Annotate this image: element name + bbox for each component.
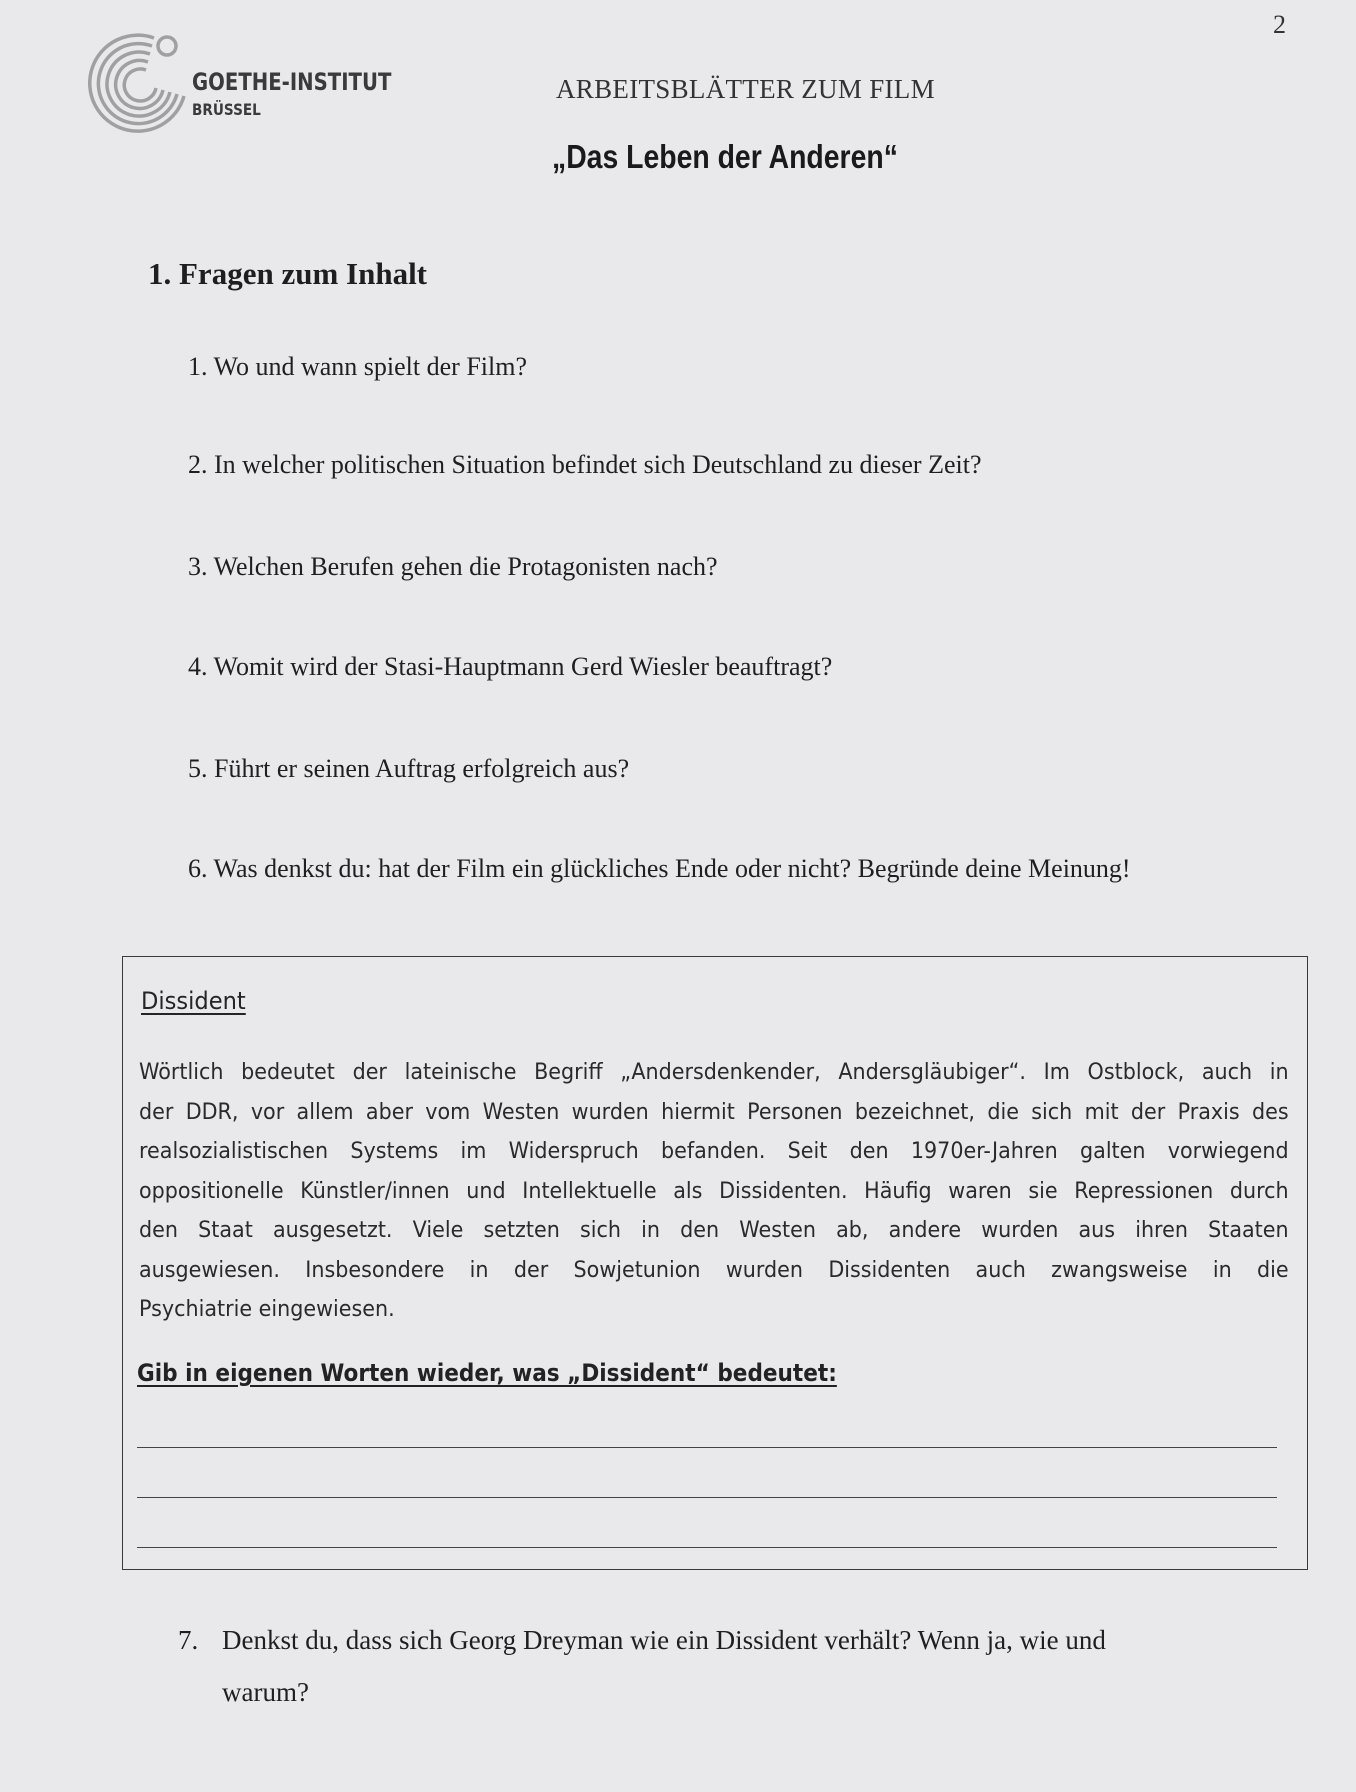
box-title: Dissident [141,987,246,1015]
dissident-info-box [122,956,1308,1570]
goethe-institut-logo [84,24,404,134]
question-1: 1. Wo und wann spielt der Film? [188,352,528,381]
question-6: 6. Was denkst du: hat der Film ein glückliches Ende oder nicht? Begründe deine Meinung! [188,854,1131,883]
answer-line-1[interactable] [137,1447,1277,1448]
definition-line: oppositionelle Künstler/innen und Intellektuelle als Dissidenten. Häufig waren sie Repressionen durch [139,1178,1289,1204]
definition-line: Psychiatrie eingewiesen. [139,1297,395,1322]
question-5: 5. Führt er seinen Auftrag erfolgreich aus? [188,754,630,783]
definition-line: ausgewiesen. Insbesondere in der Sowjetunion wurden Dissidenten auch zwangsweise in die [139,1257,1289,1283]
box-definition-text [139,1053,1289,1330]
question-4: 4. Womit wird der Stasi-Hauptmann Gerd Wiesler beauftragt? [188,652,833,681]
worksheet-subtitle: ARBEITSBLÄTTER ZUM FILM [556,74,935,104]
definition-line: der DDR, vor allem aber vom Westen wurden hiermit Personen bezeichnet, die sich mit der Praxis des [139,1099,1289,1125]
answer-line-2[interactable] [137,1497,1277,1498]
definition-line: Wörtlich bedeutet der lateinische Begriff „Andersdenkender, Andersgläubiger“. Im Ostblock, auch in [139,1060,1289,1085]
question-7-line-1: Denkst du, dass sich Georg Dreyman wie ein Dissident verhält? Wenn ja, wie und [222,1625,1106,1655]
question-7-line-2: warum? [222,1677,309,1707]
answer-line-3[interactable] [137,1547,1277,1548]
page-number: 2 [1273,10,1286,39]
question-2: 2. In welcher politischen Situation befindet sich Deutschland zu dieser Zeit? [188,450,982,479]
section-heading: 1. Fragen zum Inhalt [148,256,427,291]
question-7 [178,1614,1238,1718]
film-title: „Das Leben der Anderen“ [552,138,898,175]
logo-city: BRÜSSEL [192,100,261,119]
logo-name: GOETHE-INSTITUT [192,68,392,96]
definition-line: den Staat ausgesetzt. Viele setzten sich in den Westen ab, andere wurden aus ihren Staaten [139,1218,1289,1243]
question-7-number: 7. [178,1625,199,1655]
box-task-prompt: Gib in eigenen Worten wieder, was „Dissident“ bedeutet: [137,1359,837,1387]
definition-line: realsozialistischen Systems im Widerspruch befanden. Seit den 1970er-Jahren galten vorwiegend [139,1139,1289,1164]
goethe-logo-icon [84,24,194,134]
question-3: 3. Welchen Berufen gehen die Protagonisten nach? [188,552,718,581]
